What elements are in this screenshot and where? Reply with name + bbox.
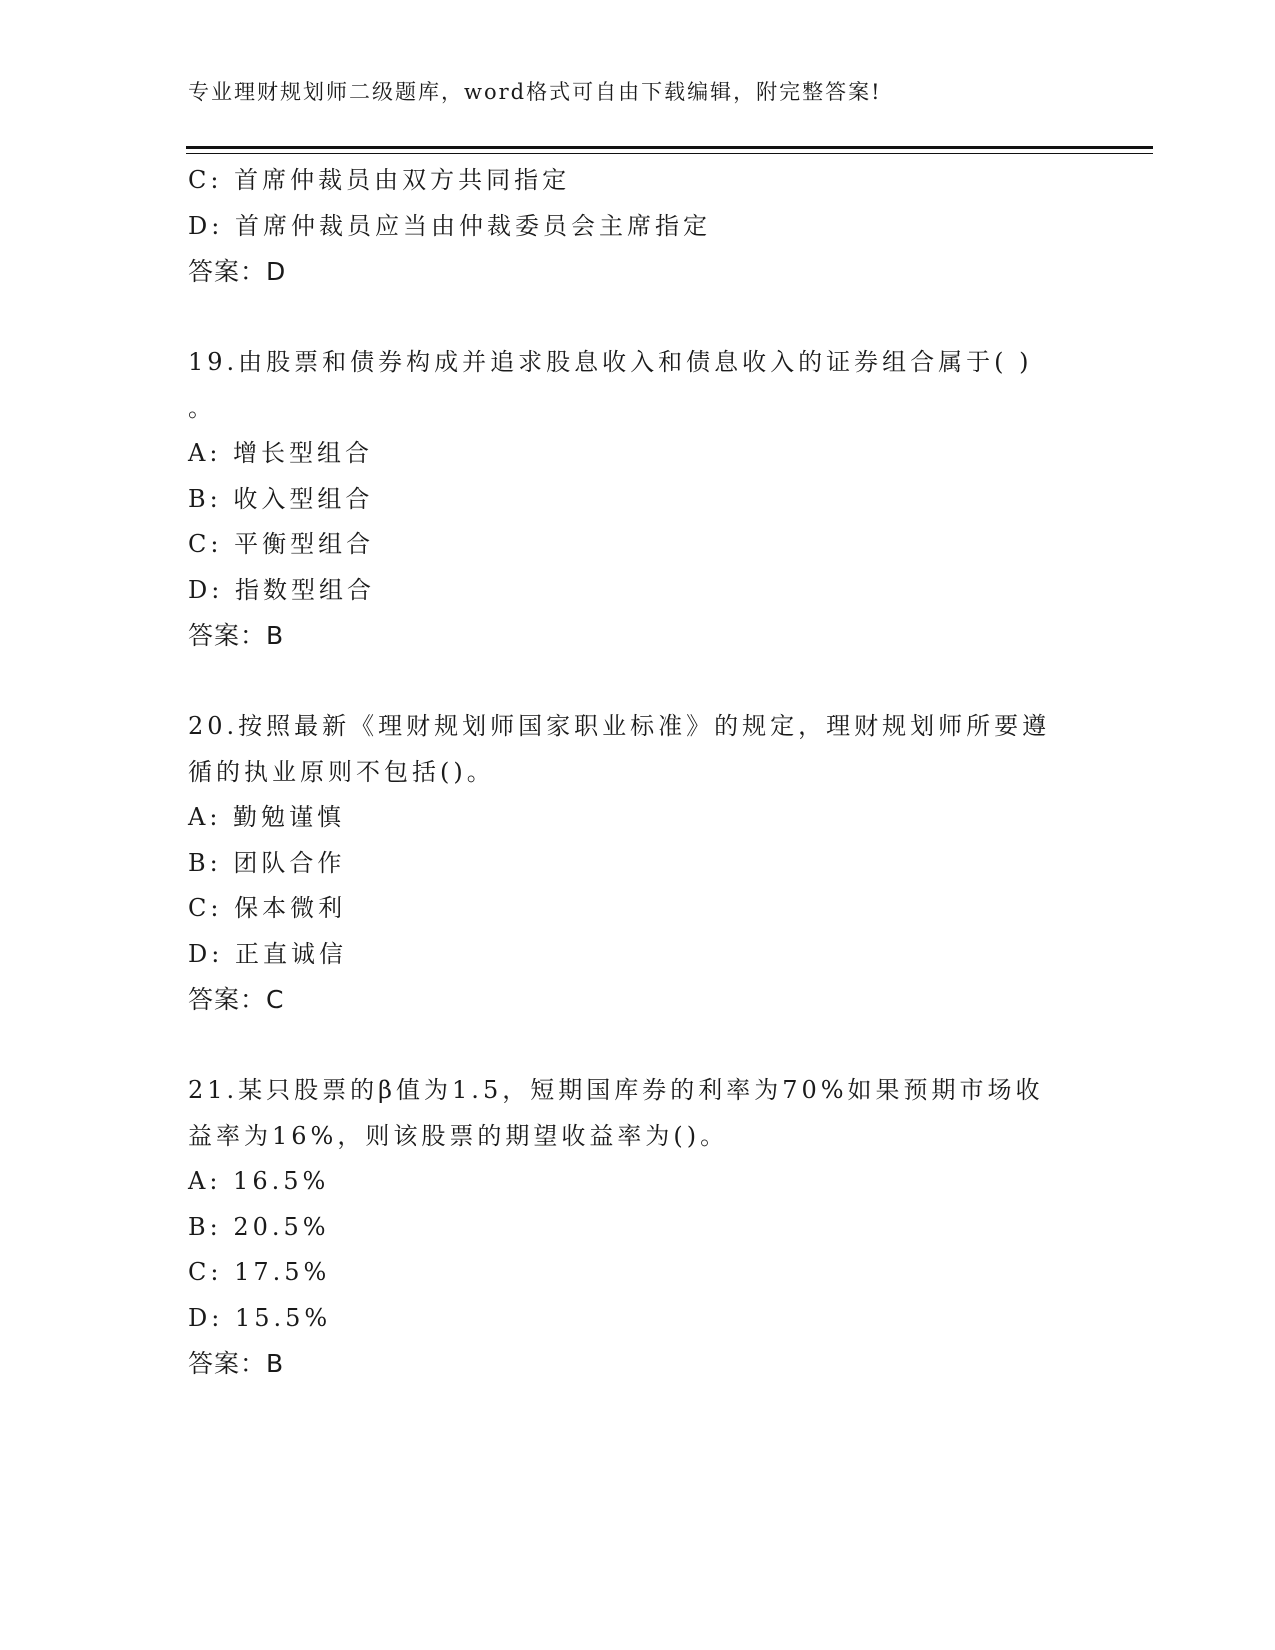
- question-stem-line: 。: [188, 393, 216, 422]
- answer-line: 答案：B: [188, 1349, 285, 1378]
- question-stem-line: 21.某只股票的β值为1.5，短期国库券的利率为70%如果预期市场收: [188, 1076, 1044, 1104]
- option-b: B: 20.5%: [188, 1212, 330, 1241]
- option-d: D: 15.5%: [188, 1303, 332, 1332]
- answer-line: 答案：C: [188, 985, 285, 1014]
- answer-line: 答案：B: [188, 621, 285, 650]
- option-d: D: 首席仲裁员应当由仲裁委员会主席指定: [188, 211, 711, 240]
- option-d: D: 正直诚信: [188, 939, 347, 968]
- option-c: C: 首席仲裁员由双方共同指定: [188, 166, 571, 194]
- question-stem-line: 20.按照最新《理财规划师国家职业标准》的规定，理财规划师所要遵: [188, 712, 1051, 740]
- spacer: [188, 295, 1148, 341]
- question-stem-line: 循的执业原则不包括()。: [188, 757, 495, 786]
- option-b: B: 收入型组合: [188, 484, 374, 513]
- spacer: [188, 659, 1148, 705]
- question-content: [188, 158, 1148, 1387]
- option-c: C: 17.5%: [188, 1258, 331, 1286]
- spacer: [188, 1023, 1148, 1069]
- option-a: A: 增长型组合: [188, 439, 374, 467]
- option-d: D: 指数型组合: [188, 575, 375, 604]
- option-b: B: 团队合作: [188, 848, 346, 877]
- header-rule-thick: [186, 146, 1153, 149]
- answer-line: 答案：D: [188, 257, 287, 286]
- page-header: 专业理财规划师二级题库，word格式可自由下载编辑，附完整答案!: [188, 80, 882, 104]
- question-stem-line: 益率为16%，则该股票的期望收益率为()。: [188, 1121, 729, 1150]
- option-c: C: 保本微利: [188, 894, 347, 922]
- option-a: A: 16.5%: [188, 1167, 330, 1195]
- option-c: C: 平衡型组合: [188, 530, 375, 558]
- question-stem-line: 19.由股票和债券构成并追求股息收入和债息收入的证券组合属于( ): [188, 348, 1033, 376]
- option-a: A: 勤勉谨慎: [188, 803, 346, 831]
- header-rule-thin: [186, 153, 1153, 154]
